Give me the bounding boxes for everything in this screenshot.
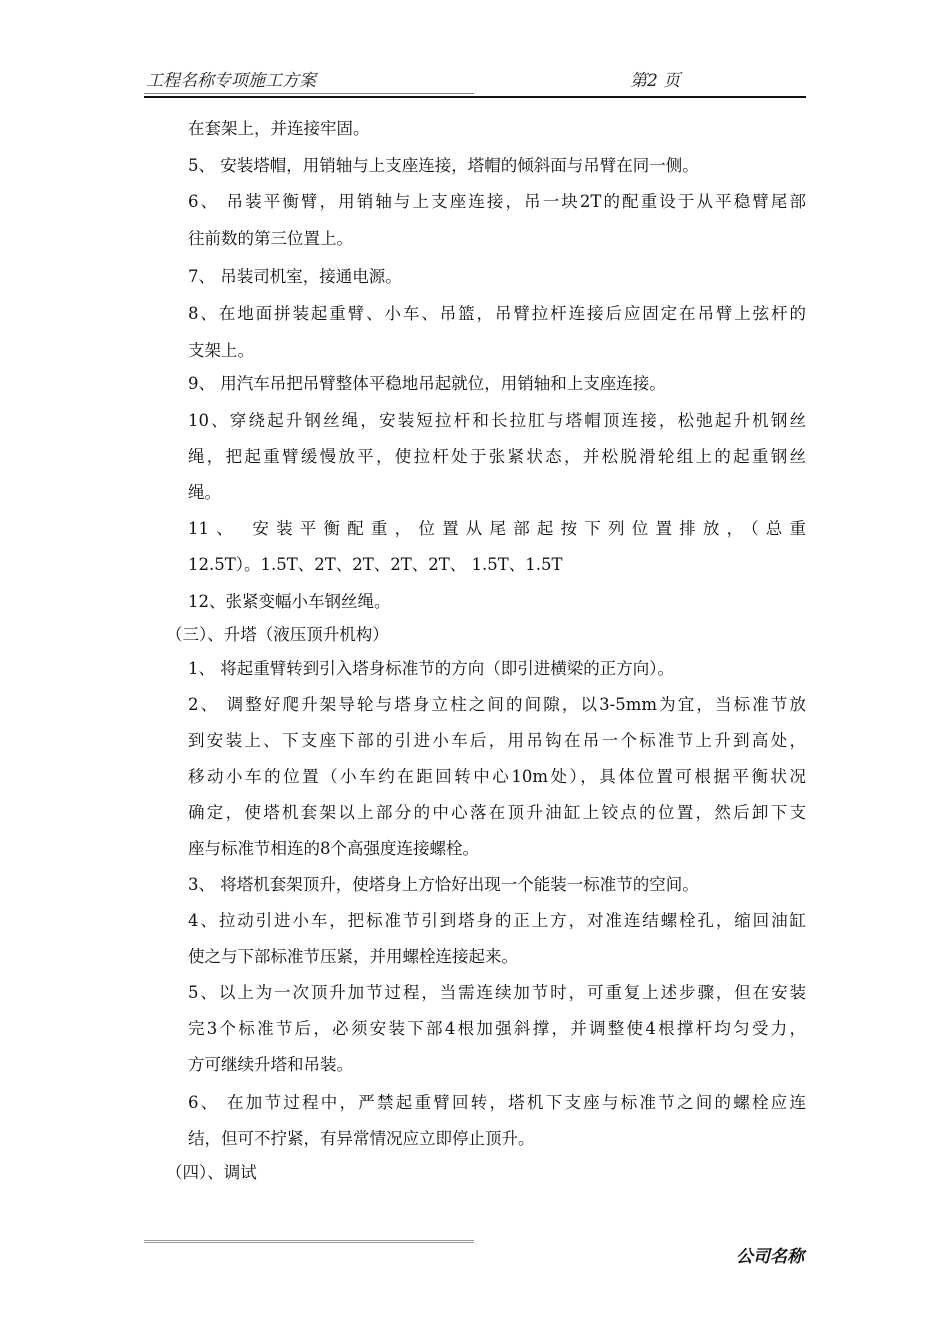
text-line: 7、 吊装司机室，接通电源。 [188, 267, 402, 286]
header-thick-rule [144, 96, 806, 98]
text-line: 1、 将起重臂转到引入塔身标准节的方向（即引进横梁的正方向）。 [188, 659, 674, 678]
text-line: 4、拉动引进小车，把标准节引到塔身的正上方，对准连结螺栓孔，缩回油缸 [188, 911, 806, 930]
text-line: 11、 安装平衡配重，位置从尾部起按下列位置排放，（总重 [188, 519, 806, 538]
text-line: 绳，把起重臂缓慢放平，使拉杆处于张紧状态，并松脱滑轮组上的起重钢丝 [188, 447, 806, 466]
text-line: 6、 吊装平衡臂，用销轴与上支座连接，吊一块2T的配重设于从平稳臂尾部 [188, 192, 806, 211]
text-line: 支架上。 [188, 341, 254, 360]
text-line: 确定，使塔机套架以上部分的中心落在顶升油缸上铰点的位置，然后卸下支 [188, 803, 806, 822]
text-line: 5、 安装塔帽，用销轴与上支座连接，塔帽的倾斜面与吊臂在同一侧。 [188, 156, 699, 175]
text-line: 12.5T）。1.5T、2T、2T、2T、2T、 1.5T、1.5T [188, 555, 563, 574]
text-line: 使之与下部标准节压紧，并用螺栓连接起来。 [188, 947, 518, 966]
text-line: 6、 在加节过程中，严禁起重臂回转，塔机下支座与标准节之间的螺栓应连 [188, 1093, 806, 1112]
text-line: 12、张紧变幅小车钢丝绳。 [188, 592, 391, 611]
header-thin-rule [144, 93, 474, 94]
text-line: 5、以上为一次顶升加节过程，当需连续加节时，可重复上述步骤，但在安装 [188, 983, 806, 1002]
text-line: 2、 调整好爬升架导轮与塔身立柱之间的间隙，以3-5mm为宜，当标准节放 [188, 695, 806, 714]
text-line: 8、在地面拼装起重臂、小车、吊篮，吊臂拉杆连接后应固定在吊臂上弦杆的 [188, 304, 806, 323]
text-line: 完3个标准节后，必须安装下部4根加强斜撑，并调整使4根撑杆均匀受力， [188, 1019, 806, 1038]
section-heading: （四）、调试 [166, 1163, 257, 1182]
text-line: 3、 将塔机套架顶升，使塔身上方恰好出现一个能装一标准节的空间。 [188, 875, 699, 894]
text-line: 9、 用汽车吊把吊臂整体平稳地吊起就位，用销轴和上支座连接。 [188, 374, 666, 393]
text-line: 移动小车的位置（小车约在距回转中心10m处），具体位置可根据平衡状况 [188, 767, 806, 786]
text-line: 到安装上、下支座下部的引进小车后，用吊钩在吊一个标准节上升到高处， [188, 731, 806, 750]
text-line: 绳。 [188, 483, 221, 502]
text-line: 结，但可不拧紧，有异常情况应立即停止顶升。 [188, 1129, 535, 1148]
text-line: 方可继续升塔和吊装。 [188, 1055, 353, 1074]
text-line: 在套架上，并连接牢固。 [188, 119, 370, 138]
text-line: 座与标准节相连的8个高强度连接螺栓。 [188, 839, 479, 858]
header-title: 工程名称专项施工方案 [146, 71, 316, 91]
text-line: 10、穿绕起升钢丝绳，安装短拉杆和长拉肛与塔帽顶连接，松弛起升机钢丝 [188, 411, 806, 430]
footer-rule [144, 1240, 474, 1243]
text-line: 往前数的第三位置上。 [188, 229, 353, 248]
section-heading: （三）、升塔（液压顶升机构） [166, 625, 389, 644]
footer-company: 公司名称 [736, 1247, 804, 1267]
page-number: 第2 页 [630, 71, 681, 91]
